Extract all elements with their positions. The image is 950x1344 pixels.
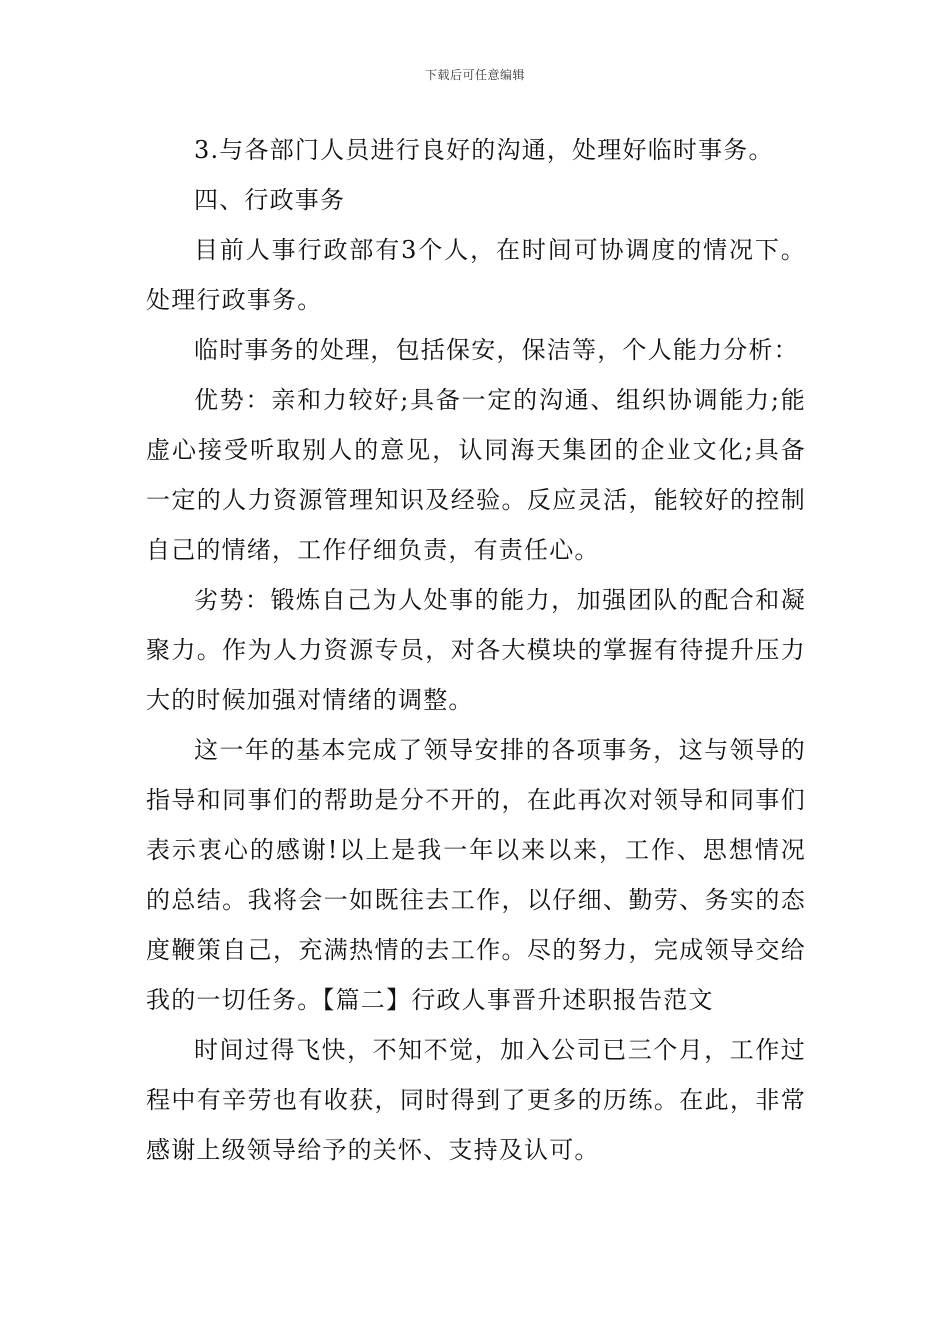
header-note: 下载后可任意编辑 xyxy=(424,68,525,82)
section-heading: 四、行政事务 xyxy=(194,186,346,214)
paragraph: 优势：亲和力较好;具备一定的沟通、组织协调能力;能虚心接受听取别人的意见，认同海天集团的企业文化;具备一定的人力资源管理知识及经验。反应灵活，能较好的控制自己的情绪，工作仔细负责，有责任心。 xyxy=(146,386,806,564)
paragraph: 劣势：锻炼自己为人处事的能力，加强团队的配合和凝聚力。作为人力资源专员，对各大模块的掌握有待提升压力大的时候加强对情绪的调整。 xyxy=(146,586,806,714)
paragraph: 目前人事行政部有3个人，在时间可协调度的情况下。处理行政事务。 xyxy=(146,236,806,314)
paragraph: 临时事务的处理，包括保安，保洁等，个人能力分析： xyxy=(194,336,799,364)
document-body xyxy=(146,125,806,1175)
paragraph: 时间过得飞快，不知不觉，加入公司已三个月，工作过程中有辛劳也有收获，同时得到了更多的历练。在此，非常感谢上级领导给予的关怀、支持及认可。 xyxy=(146,1036,806,1164)
paragraph: 3.与各部门人员进行良好的沟通，处理好临时事务。 xyxy=(194,136,774,164)
paragraph: 这一年的基本完成了领导安排的各项事务，这与领导的指导和同事们的帮助是分不开的，在此再次对领导和同事们表示衷心的感谢!以上是我一年以来以来，工作、思想情况的总结。我将会一如既往去工作，以仔细、勤劳、务实的态度鞭策自己，充满热情的去工作。尽的努力，完成领导交给我的一切任务。【篇二】行政人事晋升述职报告范文 xyxy=(146,736,806,1014)
